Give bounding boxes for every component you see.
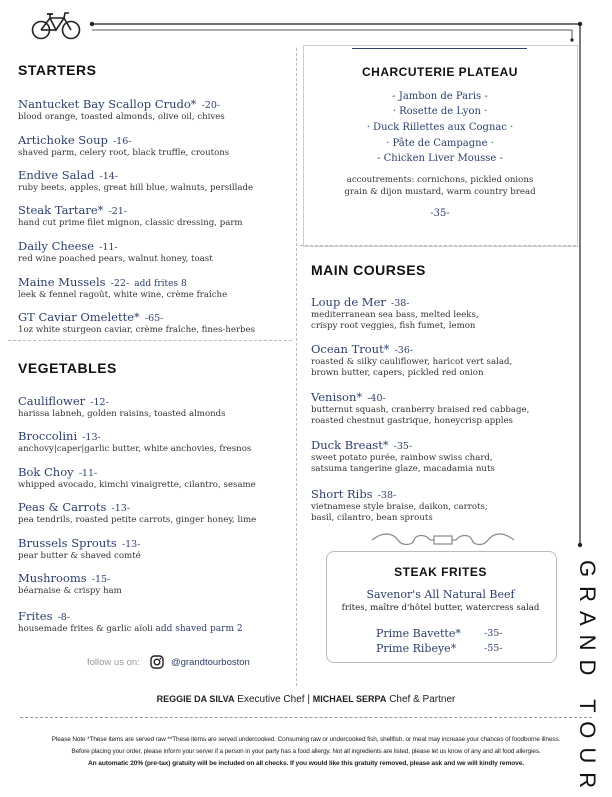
steak-frites-subtitle: Savenor's All Natural Beef [366,588,515,601]
item-name: Bok Choy [18,465,74,479]
item-desc: pea tendrils, roasted petite carrots, ginger honey, lime [18,515,257,525]
item-desc: vietnamese style braise, daikon, carrots, [311,502,488,512]
brand-vertical: GRAND TOUR [575,560,600,797]
item-desc: brown butter, capers, pickled red onion [311,368,484,378]
item-price: -11- [78,468,98,479]
menu-item [18,93,288,123]
item-price: -8- [57,612,71,623]
chef-name-1: REGGIE DA SILVA [156,694,235,704]
item-name: GT Caviar Omelette* [18,310,140,324]
item-addon: add shaved parm 2 [155,624,243,634]
item-name: Mushrooms [18,571,87,585]
item-desc: butternut squash, cranberry braised red cabbage, [311,405,530,415]
item-name: Daily Cheese [18,239,95,253]
item-price: -36- [394,345,414,356]
charcuterie-price: -35- [430,208,450,219]
item-desc: satsuma tangerine glaze, macadamia nuts [311,464,495,474]
item-desc: shaved parm, celery root, black truffle, croutons [18,148,230,158]
item-price: -40- [367,393,386,404]
item-price: -65- [144,313,164,324]
item-price: -38- [390,298,410,309]
menu-item [18,199,288,229]
item-price: -16- [112,136,132,147]
item-name: Steak Tartare* [18,203,104,217]
menu-item [18,306,288,336]
charcuterie-item: · Pâte de Campagne · [386,138,494,149]
item-name: Ocean Trout* [311,342,390,356]
item-price: -20- [201,100,221,111]
item-name: Nantucket Bay Scallop Crudo* [18,97,197,111]
item-price: -38- [377,490,397,501]
instagram-icon[interactable] [150,655,164,669]
item-name: Short Ribs [311,487,373,501]
footer-divider [20,717,592,718]
chef-role-1: Executive Chef [237,694,305,705]
menu-item [18,496,288,526]
starters-title: STARTERS [18,62,97,78]
item-desc: red wine poached pears, walnut honey, toast [18,254,213,264]
charcuterie-accompaniments: grain & dijon mustard, warm country bread [344,187,536,197]
item-price: -12- [90,397,109,408]
menu-item [18,605,288,635]
item-desc: harissa labneh, golden raisins, toasted almonds [18,409,226,419]
charcuterie-item: - Jambon de Paris - [392,91,488,102]
item-desc: roasted chestnut gastrique, honeycrisp apples [311,416,513,426]
item-name: Frites [18,609,53,623]
item-desc: 1oz white sturgeon caviar, crème fraîche, fines-herbes [18,325,256,335]
item-desc-text: housemade frites & garlic aïoli [18,624,153,634]
footer-note-2: Before placing your order, please inform your server if a person in your party has a food allergy. Not all ingredients are listed, please let us know of any and all food allergies. [71,748,541,755]
charcuterie-item: · Rosette de Lyon · [392,106,488,117]
item-name: Venison* [311,390,363,404]
item-name: Maine Mussels [18,275,106,289]
item-price: -15- [91,574,111,585]
item-desc: hand cut prime filet mignon, classic dressing, parm [18,218,243,228]
section-divider-left [8,340,292,341]
item-desc: leek & fennel ragoût, white wine, crème fraîche [18,290,228,300]
item-desc: roasted & silky cauliflower, haricot vert salad, [311,357,513,367]
column-divider [296,48,297,686]
steak-cut-name: Prime Ribeye* [376,642,457,655]
menu-item [18,235,288,265]
vegetables-title: VEGETABLES [18,360,117,376]
charcuterie-accompaniments: accoutrements: cornichons, pickled onions [346,175,534,185]
menu-item [18,164,288,194]
menu-item [18,532,288,562]
menu-item [18,425,288,455]
item-price: -13- [82,432,101,443]
footer-note-3: An automatic 20% (pre-tax) gratuity will be included on all checks. If you would like this gratuity removed, please ask and we will kindly remove. [87,760,525,767]
item-name: Brussels Sprouts [18,536,117,550]
bicycle-icon [30,10,82,40]
menu-item [311,434,581,475]
ornament-flourish [368,530,518,550]
item-name: Endive Salad [18,168,95,182]
chef-role-2: Chef & Partner [389,694,456,705]
item-desc: blood orange, toasted almonds, olive oil, chives [18,112,225,122]
item-name: Broccolini [18,429,78,443]
steak-cut-name: Prime Bavette* [376,627,461,640]
steak-cut-price: -35- [484,628,503,639]
item-price: -22- [110,278,130,289]
item-price: -35- [393,441,413,452]
item-desc: béarnaise & crispy ham [18,586,122,596]
item-name: Duck Breast* [311,438,389,452]
menu-item [18,567,288,597]
instagram-handle[interactable]: @grandtourboston [171,657,250,668]
item-desc: pear butter & shaved comté [18,551,141,561]
item-desc: sweet potato purée, rainbow swiss chard, [311,453,493,463]
menu-item [18,390,288,420]
item-price: -13- [111,503,131,514]
item-desc: basil, cilantro, bean sprouts [311,513,433,523]
item-desc: whipped avocado, kimchi vinaigrette, cilantro, sesame [18,480,256,490]
item-desc: crispy root veggies, fish fumet, lemon [311,321,476,331]
menu-item [18,129,288,159]
steak-cut-price: -55- [484,643,503,654]
main-courses-title: MAIN COURSES [311,262,426,278]
item-desc: anchovy|caper|garlic butter, white anchovies, fresnos [18,444,252,454]
item-price: -14- [99,171,119,182]
item-desc [18,624,288,635]
item-name: Peas & Carrots [18,500,107,514]
chef-name-2: MICHAEL SERPA [312,694,387,704]
menu-item [311,483,581,524]
footer-note-1: Please Note *These items are served raw **These items are served undercooked. Consuming raw or undercooked fish, shellfish, or meat may increase your chances of foodborne illness. [51,736,561,743]
follow-label: follow us on: [87,657,140,668]
menu-item [18,271,288,301]
item-desc: mediterranean sea bass, melted leeks, [311,310,479,320]
item-desc: ruby beets, apples, great hill blue, walnuts, persillade [18,183,254,193]
item-price: -11- [99,242,118,253]
menu-item [18,461,288,491]
chefs-line [0,694,612,705]
charcuterie-item: · Duck Rillettes aux Cognac · [366,122,514,133]
item-addon: add frites 8 [134,279,187,289]
charcuterie-item: - Chicken Liver Mousse - [377,153,503,164]
item-price: -13- [121,539,141,550]
steak-frites-title: STEAK FRITES [394,565,487,579]
charcuterie-title-rule [352,48,527,49]
menu-item [311,386,581,427]
charcuterie-title: CHARCUTERIE PLATEAU [362,65,518,79]
chef-separator: | [307,694,310,705]
steak-frites-desc: frites, maître d'hôtel butter, watercress salad [341,603,540,613]
item-name: Artichoke Soup [18,133,108,147]
item-price: -21- [108,206,128,217]
item-name: Cauliflower [18,394,86,408]
item-name: Loup de Mer [311,295,386,309]
menu-item [311,338,581,379]
menu-item [311,291,581,332]
